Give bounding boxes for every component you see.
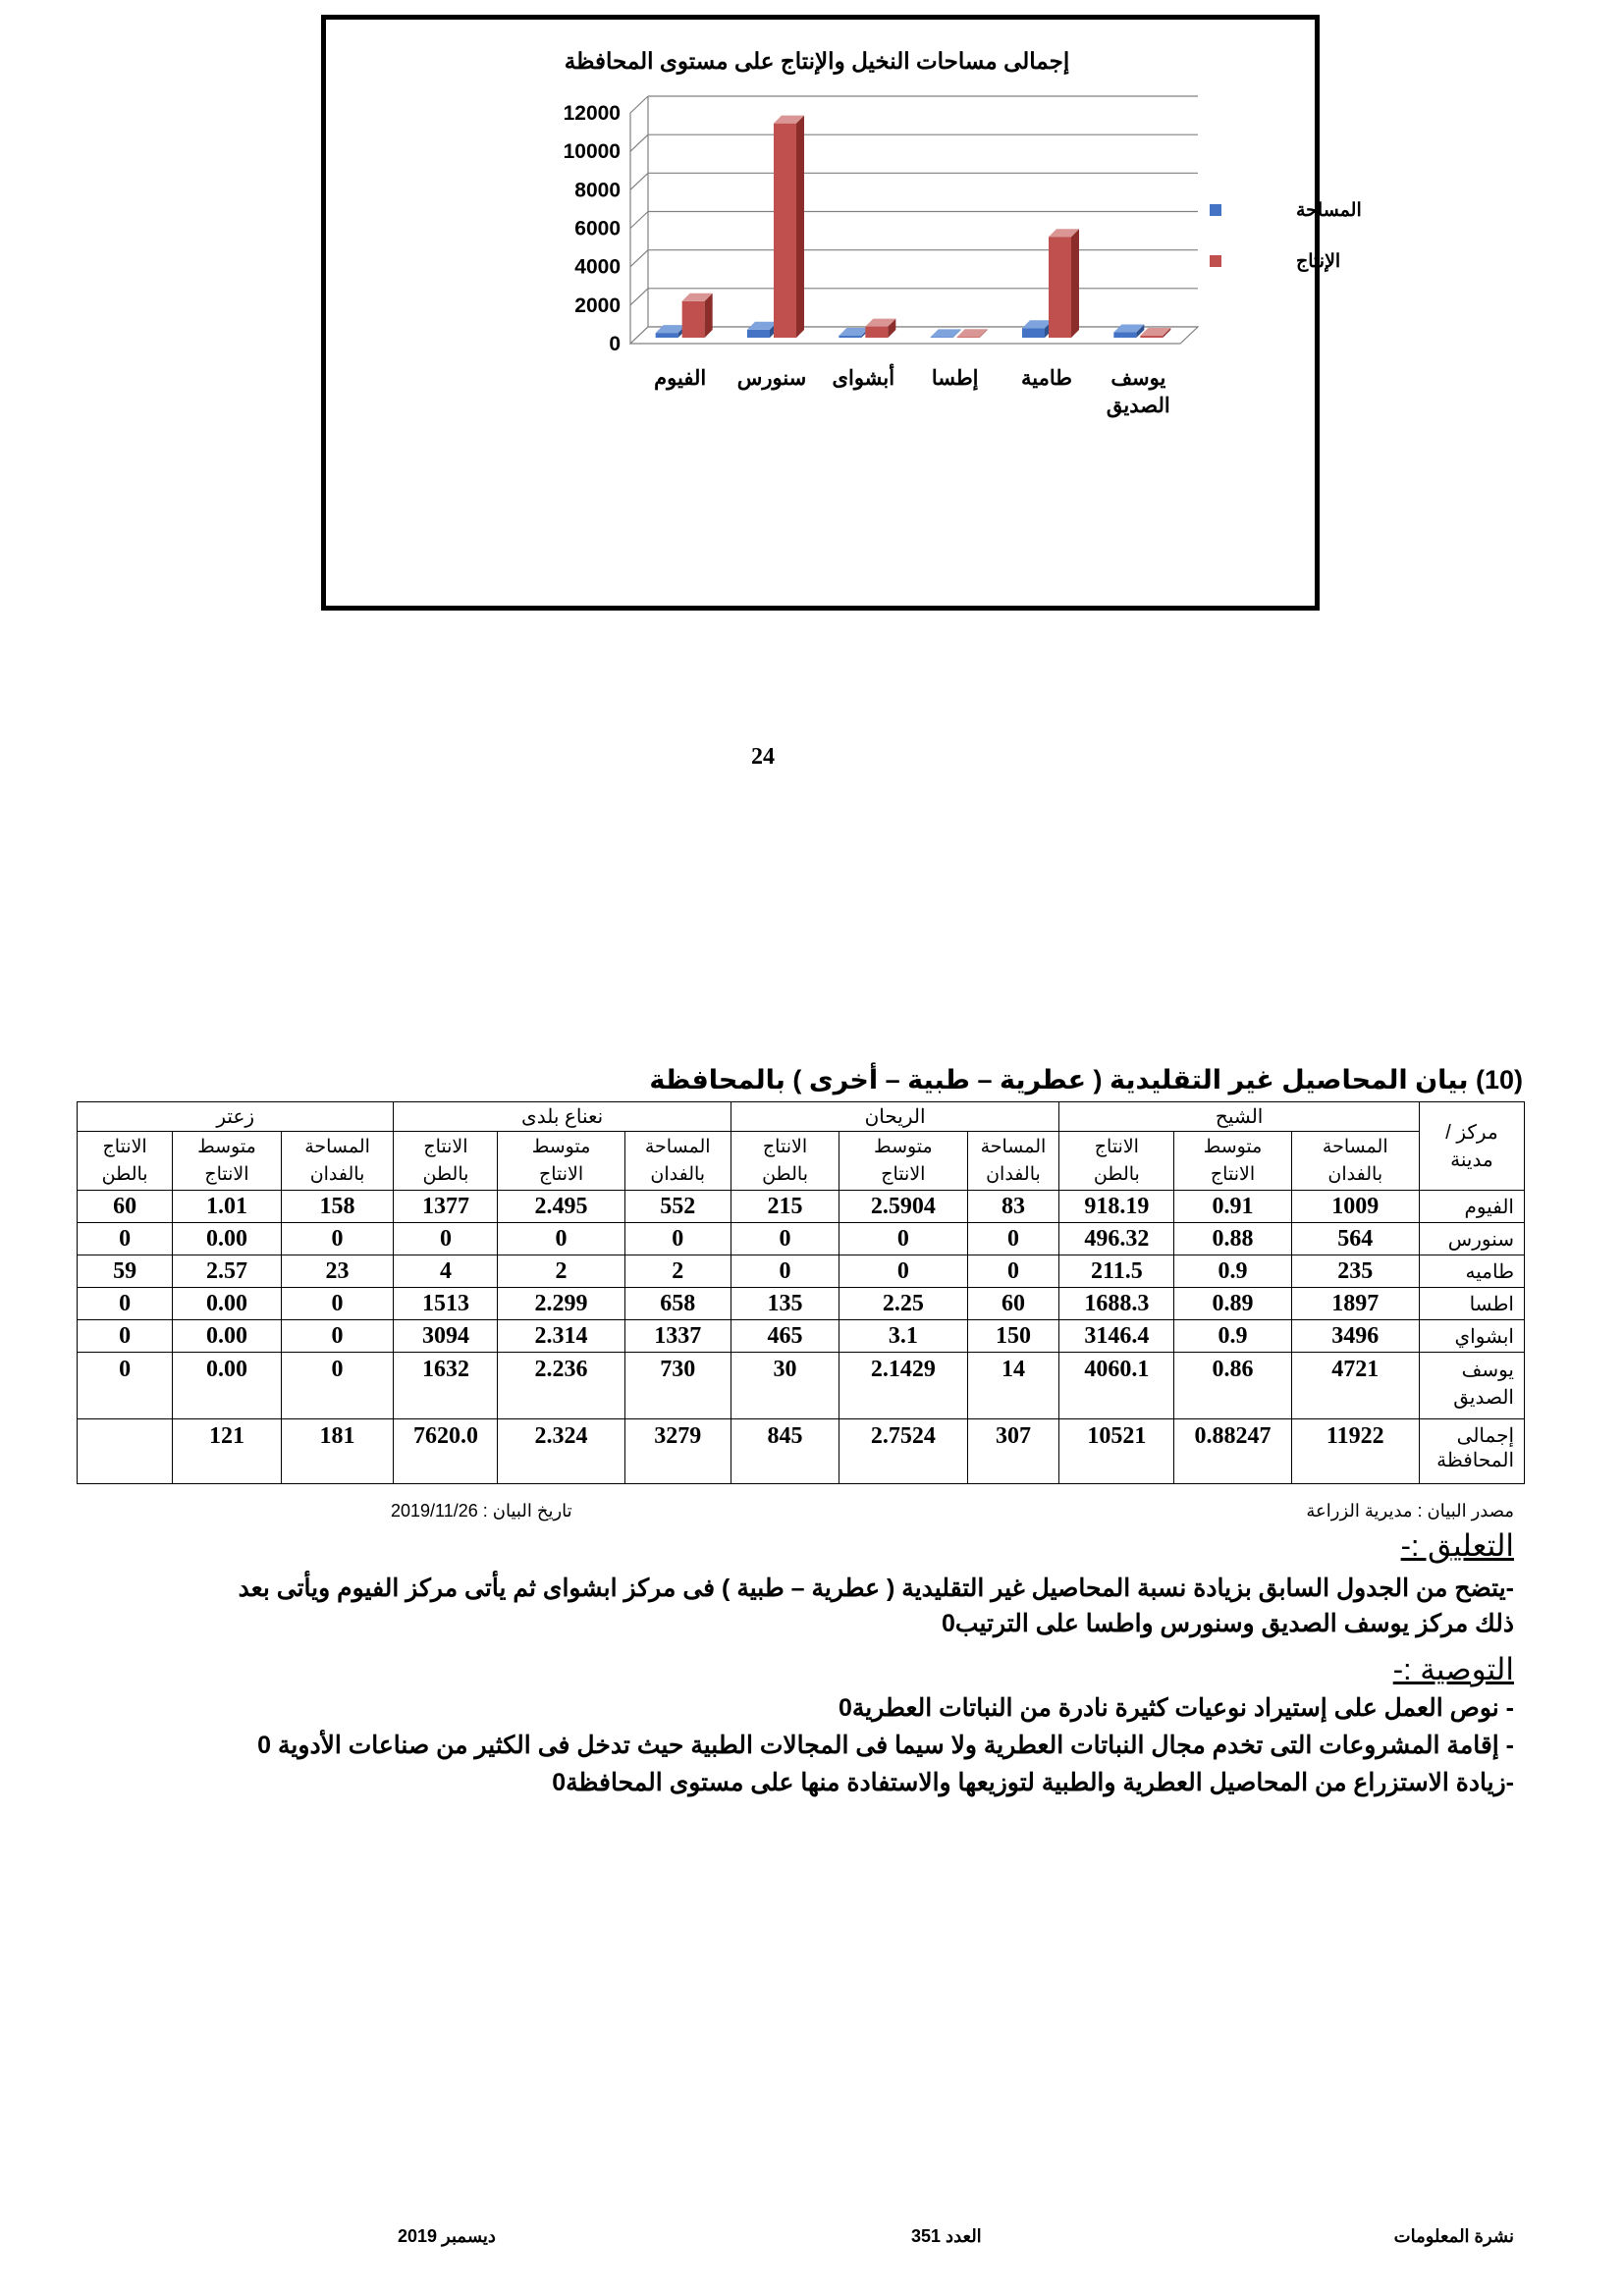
y-tick-label: 12000 [563, 102, 621, 125]
table-cell: 211.5 [1059, 1255, 1174, 1288]
table-cell: 307 [967, 1419, 1059, 1484]
subheader-line: متوسط [531, 1136, 591, 1157]
center-header-line: مركز / [1445, 1121, 1498, 1144]
subheader-cell [624, 1132, 731, 1191]
subheader-line: متوسط [1203, 1136, 1263, 1157]
table-cell: 3094 [394, 1320, 498, 1353]
bar-front [747, 330, 770, 338]
gridline-depth [630, 173, 648, 189]
table-row [78, 1288, 1525, 1320]
table-cell: 30 [731, 1353, 839, 1419]
group-header: نعناع بلدى [394, 1102, 731, 1132]
footer-publication: نشرة المعلومات [1393, 2226, 1514, 2246]
table-cell: 4 [394, 1255, 498, 1288]
gridline-depth [630, 134, 648, 151]
group-header: الشيح [1059, 1102, 1420, 1132]
center-name-line: يوسف [1461, 1360, 1514, 1381]
table-cell: 0.00 [173, 1223, 281, 1255]
recommendation-line-3: -زيادة الاستزراع من المحاصيل العطرية والطبية لتوزيعها والاستفادة منها على مستوى المحافظة0 [552, 1769, 1514, 1796]
legend-label: الإنتاج [1296, 251, 1341, 272]
table-cell: 10521 [1059, 1419, 1174, 1484]
table-cell: 658 [624, 1288, 731, 1320]
subheader-line: بالطن [101, 1163, 148, 1185]
bar-front [682, 301, 705, 338]
bar-front [656, 333, 678, 338]
table-cell: 465 [731, 1320, 839, 1353]
legend-label: المساحة [1296, 200, 1362, 221]
table-cell: 2.7524 [839, 1419, 967, 1484]
row-center-name [1419, 1288, 1524, 1320]
recommendation-line-2: - إقامة المشروعات التى تخدم مجال النباتات العطرية ولا سيما فى المجالات الطبية حيث تدخل فى الكثير من صناعات الأدوية 0 [257, 1732, 1514, 1759]
bar-side [1071, 229, 1079, 338]
subheader-line: الانتاج [881, 1163, 926, 1185]
bar-production [774, 116, 804, 338]
table-cell: 1377 [394, 1191, 498, 1223]
subheader-line: المساحة [304, 1136, 370, 1157]
table-cell: 1.01 [173, 1191, 281, 1223]
table-cell: 11922 [1291, 1419, 1419, 1484]
y-tick-label: 4000 [574, 255, 621, 279]
y-tick-label: 2000 [574, 294, 621, 317]
bar-side [796, 116, 804, 338]
center-name-line: إجمالى [1456, 1425, 1514, 1447]
table-cell: 552 [624, 1191, 731, 1223]
table-cell: 0 [281, 1223, 394, 1255]
table-cell: 0.9 [1174, 1320, 1291, 1353]
table-cell: 0 [78, 1353, 173, 1419]
subheader-cell [839, 1132, 967, 1191]
table-cell: 2.314 [498, 1320, 624, 1353]
subheader-line: المساحة [1322, 1136, 1388, 1157]
bar-front [865, 327, 888, 338]
table-cell: 2 [624, 1255, 731, 1288]
recommendation-heading: التوصية :- [1392, 1652, 1514, 1686]
table-cell: 2.236 [498, 1353, 624, 1419]
table-row [78, 1255, 1525, 1288]
subheader-line: بالطن [1093, 1163, 1140, 1185]
bar-production [682, 294, 713, 338]
table-cell: 0 [839, 1223, 967, 1255]
subheader-line: الانتاج [102, 1136, 147, 1157]
recommendation-line-1: - نوص العمل على إستيراد نوعيات كثيرة نادرة من النباتات العطرية0 [838, 1694, 1514, 1722]
subheader-line: الانتاج [1094, 1136, 1139, 1157]
gridline-depth [630, 96, 648, 113]
table-cell: 0.00 [173, 1288, 281, 1320]
table-cell: 0.86 [1174, 1353, 1291, 1419]
table-cell: 1009 [1291, 1191, 1419, 1223]
subheader-line: بالفدان [309, 1163, 365, 1185]
table-cell: 0.88 [1174, 1223, 1291, 1255]
crops-table [77, 1101, 1525, 1484]
gridline-depth [630, 212, 648, 229]
center-name-line: اطسا [1469, 1293, 1514, 1315]
row-center-name [1419, 1419, 1524, 1484]
subheader-line: بالطن [762, 1163, 808, 1185]
group-header: زعتر [78, 1102, 394, 1132]
bar-front [1113, 333, 1136, 338]
row-center-name [1419, 1320, 1524, 1353]
table-cell: 2.299 [498, 1288, 624, 1320]
subheader-cell [967, 1132, 1059, 1191]
table-cell: 3496 [1291, 1320, 1419, 1353]
table-cell: 3279 [624, 1419, 731, 1484]
subheader-line: بالفدان [650, 1163, 706, 1185]
subheader-line: بالفدان [986, 1163, 1041, 1185]
table-cell: 0.88247 [1174, 1419, 1291, 1484]
subheader-line: متوسط [874, 1136, 933, 1157]
row-center-name [1419, 1223, 1524, 1255]
header-row [78, 1102, 1525, 1132]
table-cell: 0.00 [173, 1320, 281, 1353]
table-cell: 150 [967, 1320, 1059, 1353]
table-cell: 2.324 [498, 1419, 624, 1484]
table-cell: 0.91 [1174, 1191, 1291, 1223]
table-cell: 3146.4 [1059, 1320, 1174, 1353]
subheader-cell [173, 1132, 281, 1191]
table-row [78, 1320, 1525, 1353]
x-tick-label: أبشواى [832, 367, 895, 390]
table-cell: 1632 [394, 1353, 498, 1419]
x-tick-label: سنورس [736, 367, 807, 390]
table-cell: 0 [78, 1288, 173, 1320]
gridline-depth [630, 250, 648, 267]
legend-item [1210, 251, 1340, 273]
table-cell: 0 [731, 1223, 839, 1255]
table-cell: 2.5904 [839, 1191, 967, 1223]
table-cell: 2.1429 [839, 1353, 967, 1419]
comment-line-1: -يتضح من الجدول السابق بزيادة نسبة المحاصيل غير التقليدية ( عطرية – طبية ) فى مركز ابشواى ثم يأتى مركز الفيوم ويأتى بعد [238, 1575, 1514, 1602]
subheader-line: الانتاج [1210, 1163, 1256, 1185]
center-name-line: المحافظة [1436, 1450, 1514, 1471]
table-cell: 0.00 [173, 1353, 281, 1419]
subheader-cell [281, 1132, 394, 1191]
subheader-cell [731, 1132, 839, 1191]
table-cell: 0 [839, 1255, 967, 1288]
center-header [1419, 1102, 1524, 1191]
subheader-cell [78, 1132, 173, 1191]
y-tick-label: 0 [609, 333, 621, 355]
table-cell: 496.32 [1059, 1223, 1174, 1255]
bar-chart [326, 20, 1362, 606]
table-cell: 0 [78, 1320, 173, 1353]
table-cell: 0 [731, 1255, 839, 1288]
subheader-line: الانتاج [423, 1136, 468, 1157]
comment-heading: التعليق :- [1400, 1528, 1514, 1563]
table-cell: 564 [1291, 1223, 1419, 1255]
table-cell: 918.19 [1059, 1191, 1174, 1223]
table-cell: 0 [281, 1288, 394, 1320]
table-cell: 0 [394, 1223, 498, 1255]
center-name-line: الفيوم [1464, 1196, 1514, 1218]
table-cell: 4721 [1291, 1353, 1419, 1419]
table-cell: 59 [78, 1255, 173, 1288]
table-cell: 1337 [624, 1320, 731, 1353]
table-cell: 0 [967, 1255, 1059, 1288]
center-name-line: الصديق [1453, 1387, 1514, 1409]
subheader-cell [1174, 1132, 1291, 1191]
legend-swatch [1210, 255, 1221, 267]
bar-front [774, 124, 796, 338]
table-cell: 2.25 [839, 1288, 967, 1320]
footer-issue: العدد 351 [911, 2226, 982, 2246]
table-cell: 60 [78, 1191, 173, 1223]
table-cell: 158 [281, 1191, 394, 1223]
bar-front [1140, 336, 1163, 338]
subheader-line: المساحة [644, 1136, 711, 1157]
table-cell: 2 [498, 1255, 624, 1288]
x-tick-label: إطسا [931, 367, 979, 390]
table-cell: 235 [1291, 1255, 1419, 1288]
table-row [78, 1223, 1525, 1255]
subheader-cell [1059, 1132, 1174, 1191]
table-cell: 4060.1 [1059, 1353, 1174, 1419]
center-name-line: سنورس [1447, 1228, 1514, 1251]
table-cell: 0 [498, 1223, 624, 1255]
row-center-name [1419, 1191, 1524, 1223]
bar-production [1049, 229, 1079, 338]
center-name-line: طاميه [1465, 1260, 1514, 1283]
table-cell: 0 [967, 1223, 1059, 1255]
table-cell: 0.9 [1174, 1255, 1291, 1288]
row-center-name [1419, 1353, 1524, 1419]
bar-front [1022, 328, 1045, 338]
table-cell: 0.89 [1174, 1288, 1291, 1320]
footer-date: ديسمبر 2019 [398, 2226, 496, 2246]
data-date: تاريخ البيان : 2019/11/26 [391, 1501, 572, 1521]
subheader-cell [1291, 1132, 1419, 1191]
center-name-line: ابشواي [1454, 1325, 1514, 1348]
group-header: الريحان [731, 1102, 1059, 1132]
page-number: 24 [751, 744, 775, 770]
subheader-line: بالطن [422, 1163, 469, 1185]
chart-floor [630, 327, 1198, 344]
bar-front [931, 337, 953, 338]
chart-title: إجمالى مساحات النخيل والإنتاج على مستوى المحافظة [564, 48, 1070, 74]
table-cell: 135 [731, 1288, 839, 1320]
legend-item [1210, 200, 1362, 221]
subheader-line: الانتاج [204, 1163, 249, 1185]
table-cell: 1897 [1291, 1288, 1419, 1320]
table-cell: 0 [78, 1223, 173, 1255]
gridline-depth [630, 289, 648, 305]
table-title: (10) بيان المحاصيل غير التقليدية ( عطرية – طبية – أخرى ) بالمحافظة [649, 1065, 1523, 1095]
table-cell: 2.495 [498, 1191, 624, 1223]
x-tick-label: يوسف الصديق [1106, 367, 1170, 417]
y-tick-label: 10000 [563, 140, 621, 164]
table-cell [78, 1419, 173, 1484]
subheader-cell [394, 1132, 498, 1191]
subheader-line: الانتاج [762, 1136, 808, 1157]
y-tick-label: 6000 [574, 217, 621, 240]
table-cell: 121 [173, 1419, 281, 1484]
table-cell: 1688.3 [1059, 1288, 1174, 1320]
subheader-line: متوسط [197, 1136, 256, 1157]
table-cell: 7620.0 [394, 1419, 498, 1484]
table-cell: 181 [281, 1419, 394, 1484]
table-row [78, 1353, 1525, 1419]
data-source: مصدر البيان : مديرية الزراعة [1306, 1501, 1514, 1521]
table-cell: 2.57 [173, 1255, 281, 1288]
table-cell: 23 [281, 1255, 394, 1288]
table-cell: 60 [967, 1288, 1059, 1320]
subheader-cell [498, 1132, 624, 1191]
row-center-name [1419, 1255, 1524, 1288]
table-cell: 3.1 [839, 1320, 967, 1353]
table-cell: 730 [624, 1353, 731, 1419]
table-cell: 215 [731, 1191, 839, 1223]
y-tick-label: 8000 [574, 179, 621, 202]
subheader-line: بالفدان [1327, 1163, 1383, 1185]
table-cell: 83 [967, 1191, 1059, 1223]
table-cell: 0 [281, 1320, 394, 1353]
x-tick-label: الفيوم [654, 367, 707, 390]
subheader-line: الانتاج [538, 1163, 584, 1185]
table-cell: 845 [731, 1419, 839, 1484]
legend-swatch [1210, 204, 1221, 216]
subheader-row [78, 1132, 1525, 1191]
table-cell: 14 [967, 1353, 1059, 1419]
table-cell: 0 [281, 1353, 394, 1419]
total-row [78, 1419, 1525, 1484]
table-cell: 0 [624, 1223, 731, 1255]
comment-line-2: ذلك مركز يوسف الصديق وسنورس واطسا على الترتيب0 [942, 1610, 1514, 1637]
bar-front [1049, 237, 1071, 338]
palm-chart [321, 15, 1362, 611]
center-header-line: مدينة [1450, 1148, 1493, 1171]
x-tick-label: طامية [1021, 367, 1072, 390]
bar-front [957, 337, 980, 338]
bar-front [839, 336, 861, 338]
table-cell: 1513 [394, 1288, 498, 1320]
subheader-line: المساحة [980, 1136, 1047, 1157]
table-row [78, 1191, 1525, 1223]
